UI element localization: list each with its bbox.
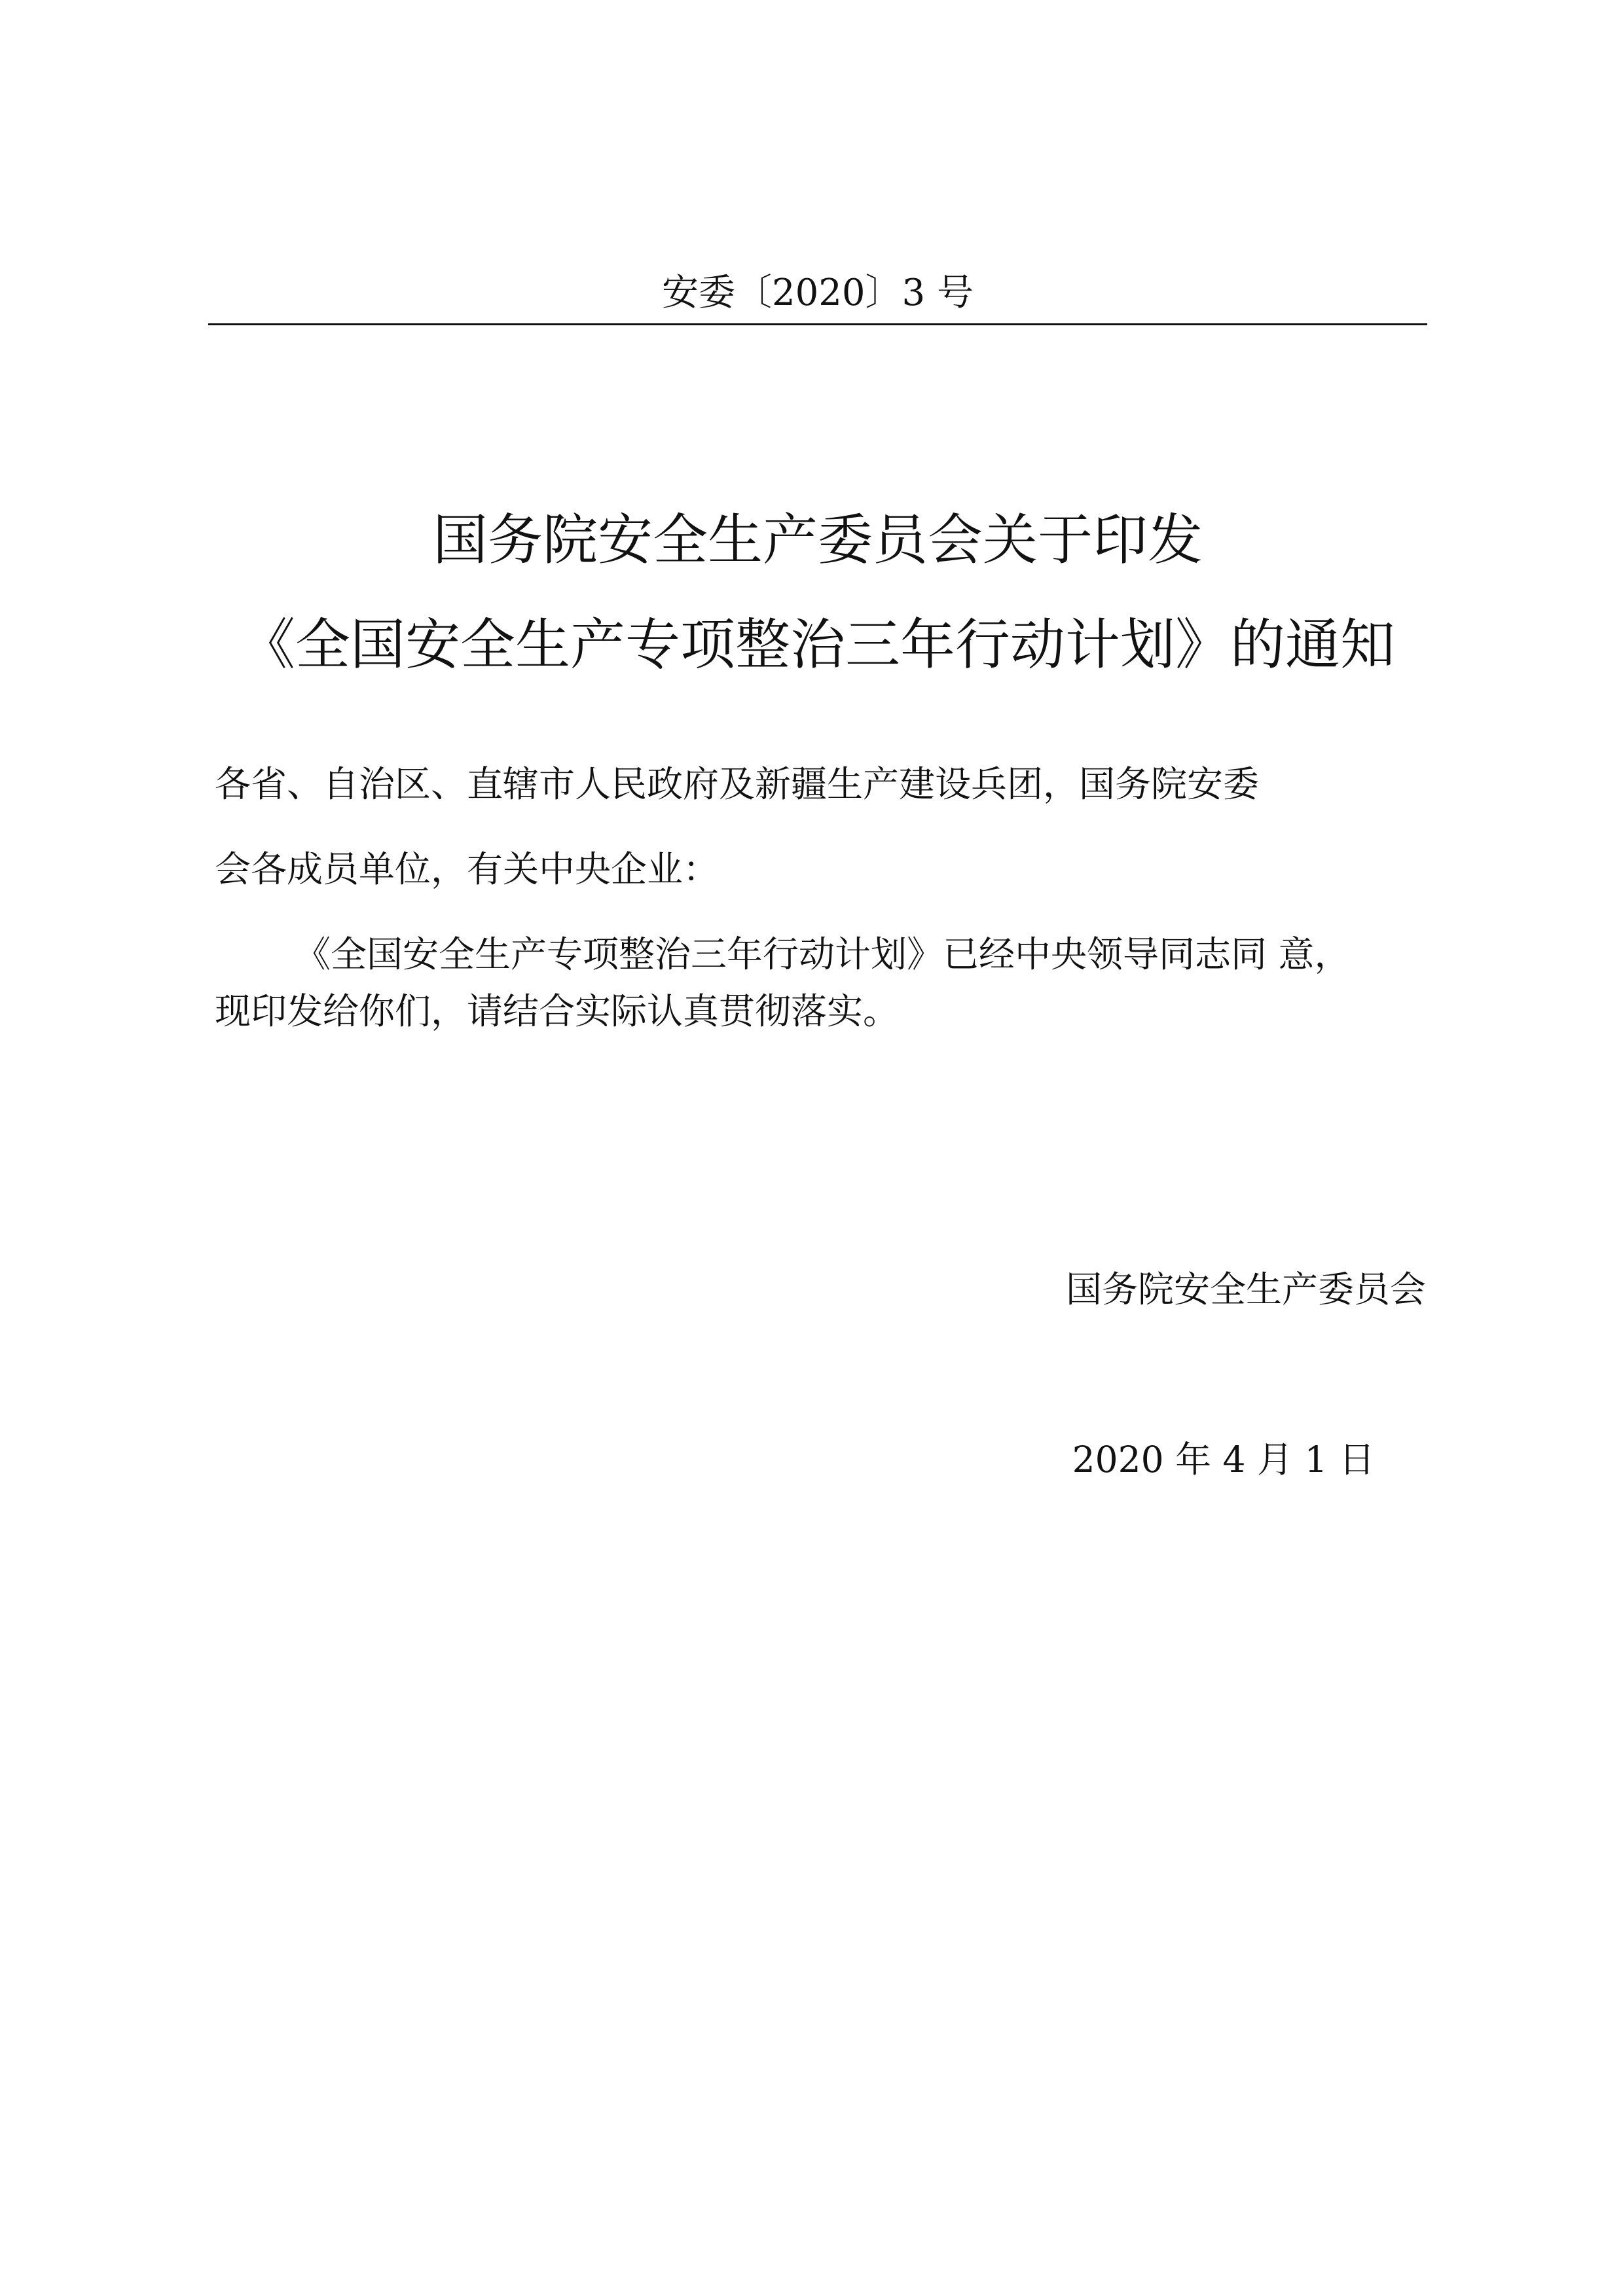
body-paragraph-line-1: 《全国安全生产专项整治三年行动计划》已经中央领导同志同 意，	[295, 933, 1351, 975]
title-line-1: 国务院安全生产委员会关于印发	[432, 508, 1203, 572]
body-paragraph-line-2: 现印发给你们，请结合实际认真贯彻落实。	[215, 990, 900, 1032]
document-number: 安委〔2020〕3 号	[662, 272, 974, 314]
issuer-name: 国务院安全生产委员会	[1065, 1268, 1426, 1310]
addressee-line-2: 会各成员单位，有关中央企业：	[215, 848, 720, 890]
title-line-2: 《全国安全生产专项整治三年行动计划》的通知	[240, 613, 1395, 677]
issue-date: 2020 年 4 月 1 日	[1072, 1439, 1375, 1480]
addressee-line-1: 各省、自治区、直辖市人民政府及新疆生产建设兵团，国务院安委	[215, 763, 1260, 805]
header-rule	[208, 323, 1427, 325]
